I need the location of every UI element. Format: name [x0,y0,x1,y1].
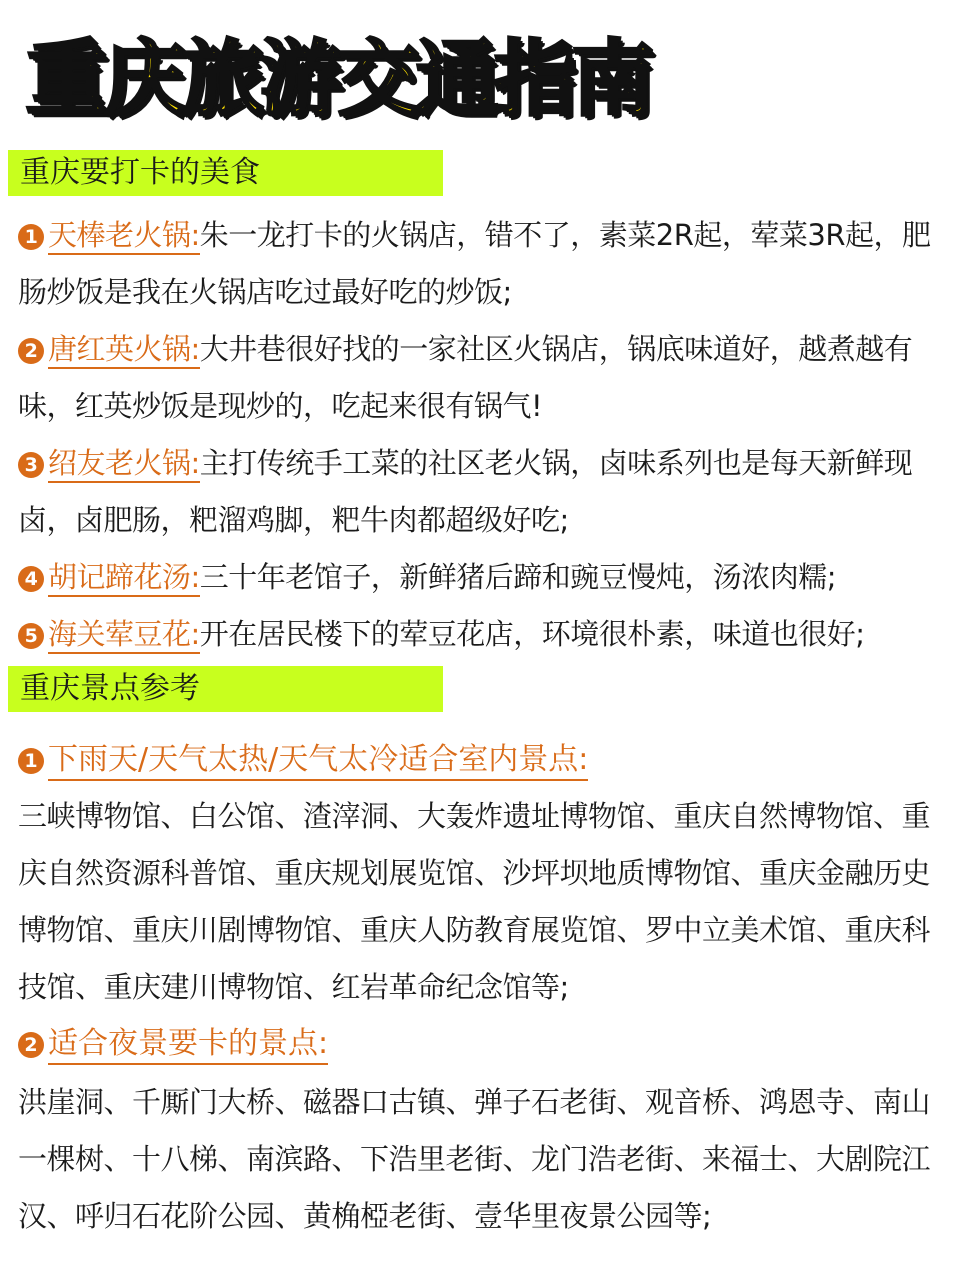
page-title: 重庆旅游交通指南 [26,32,651,127]
number-badge: 3 [18,452,44,478]
section-header-food: 重庆要打卡的美食 [8,150,443,196]
number-badge: 4 [18,566,44,592]
restaurant-desc: 朱一龙打卡的火锅店，错不了，素菜2R起，荤菜3R起，肥肠炒饭是我在火锅店吃过最好吃的炒饭; [18,218,931,309]
list-item [18,435,948,549]
sub-heading-text: 适合夜景要卡的景点: [48,1026,328,1065]
list-item [18,606,948,663]
number-badge: 1 [18,748,44,774]
sights-list-indoor: 三峡博物馆、白公馆、渣滓洞、大轰炸遗址博物馆、重庆自然博物馆、重庆自然资源科普馆、重庆规划展览馆、沙坪坝地质博物馆、重庆金融历史博物馆、重庆川剧博物馆、重庆人防教育展览馆、罗中立美术馆、重庆科技馆、重庆建川博物馆、红岩革命纪念馆等; [18,799,931,1004]
restaurant-desc: 大井巷很好找的一家社区火锅店，锅底味道好，越煮越有味，红英炒饭是现炒的，吃起来很有锅气! [18,332,913,423]
restaurant-name: 海关荤豆花: [48,617,200,654]
restaurant-name: 胡记蹄花汤: [48,560,200,597]
restaurant-desc: 开在居民楼下的荤豆花店，环境很朴素，味道也很好; [199,617,865,651]
list-item [18,207,948,321]
restaurant-name: 天棒老火锅: [48,218,200,255]
sub-heading-text: 下雨天/天气太热/天气太冷适合室内景点: [48,742,588,781]
restaurant-desc: 主打传统手工菜的社区老火锅，卤味系列也是每天新鲜现卤，卤肥肠，粑溜鸡脚，粑牛肉都超级好吃; [18,446,913,537]
sights-list-night: 洪崖洞、千厮门大桥、磁器口古镇、弹子石老街、观音桥、鸿恩寺、南山一棵树、十八梯、南滨路、下浩里老街、龙门浩老街、来福士、大剧院江汉、呼归石花阶公园、黄桷椏老街、壹华里夜景公园等; [18,1085,931,1233]
number-badge: 5 [18,623,44,649]
list-item [18,549,948,606]
number-badge: 1 [18,224,44,250]
sub-heading-indoor [18,738,588,782]
restaurant-name: 绍友老火锅: [48,446,200,483]
list-item [18,321,948,435]
restaurant-desc: 三十年老馆子，新鲜猪后蹄和豌豆慢炖，汤浓肉糯; [199,560,837,594]
restaurant-name: 唐红英火锅: [48,332,200,369]
section-header-sights: 重庆景点参考 [8,666,443,712]
number-badge: 2 [18,1032,44,1058]
sub-heading-night [18,1022,328,1066]
number-badge: 2 [18,338,44,364]
